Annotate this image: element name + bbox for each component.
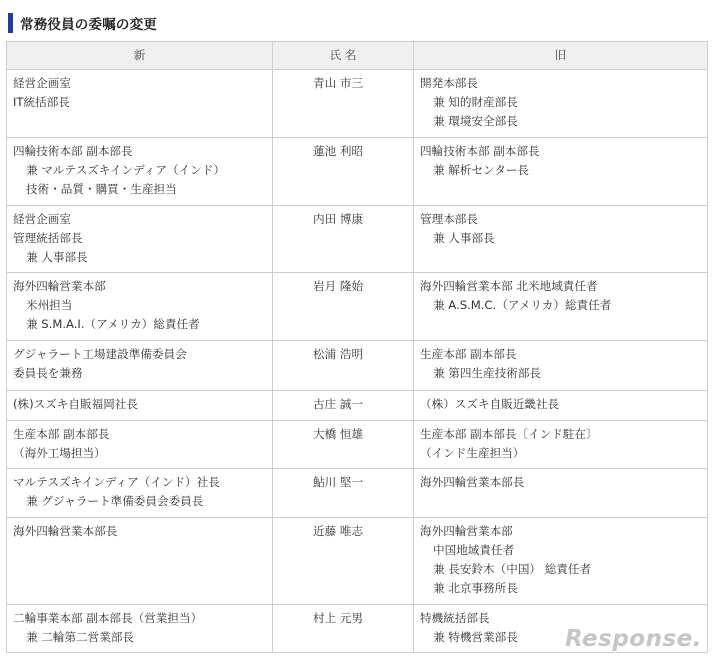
old-title-line: 兼 環境安全部長 xyxy=(433,114,518,128)
table-row xyxy=(7,341,708,391)
accent-bar xyxy=(8,13,13,33)
old-title-line: 生産本部 副本部長〔インド駐在〕 xyxy=(420,427,598,441)
old-title-line: 特機統括部長 xyxy=(420,611,490,625)
officer-name: 鮎川 堅一 xyxy=(273,469,414,518)
table-row xyxy=(7,391,708,421)
new-title-line: 技術・品質・購買・生産担当 xyxy=(26,182,177,196)
new-title-line: 二輪事業本部 副本部長（営業担当） xyxy=(13,611,203,625)
new-title-line: 海外四輪営業本部長 xyxy=(13,524,118,538)
new-title-cell xyxy=(7,469,273,518)
new-title-cell xyxy=(7,605,273,653)
old-title-line: 開発本部長 xyxy=(420,76,478,90)
new-title-cell xyxy=(7,273,273,341)
old-title-line: 兼 人事部長 xyxy=(433,231,495,245)
old-title-cell xyxy=(414,391,708,421)
officer-name: 近藤 唯志 xyxy=(273,518,414,605)
officer-name: 松浦 浩明 xyxy=(273,341,414,391)
officer-name: 大橋 恒雄 xyxy=(273,421,414,469)
old-title-line: 兼 第四生産技術部長 xyxy=(433,366,542,380)
old-title-line: 兼 特機営業部長 xyxy=(433,630,518,644)
new-title-line: (株)スズキ自販福岡社長 xyxy=(13,397,138,411)
old-title-cell xyxy=(414,206,708,273)
new-title-cell xyxy=(7,341,273,391)
column-header-old: 旧 xyxy=(414,42,708,70)
old-title-cell xyxy=(414,469,708,518)
old-title-line: 海外四輪営業本部 北米地域責任者 xyxy=(420,279,598,293)
old-title-line: 兼 A.S.M.C.（アメリカ）総責任者 xyxy=(433,298,612,312)
section-header xyxy=(8,12,157,34)
old-title-line: 四輪技術本部 副本部長 xyxy=(420,144,540,158)
officer-name: 内田 博康 xyxy=(273,206,414,273)
new-title-line: IT統括部長 xyxy=(13,95,70,109)
old-title-line: 海外四輪営業本部長 xyxy=(420,475,525,489)
old-title-cell xyxy=(414,273,708,341)
new-title-line: 経営企画室 xyxy=(13,212,71,226)
new-title-line: グジャラート工場建設準備委員会 xyxy=(13,347,187,361)
page-title: 常務役員の委嘱の変更 xyxy=(20,17,157,33)
new-title-cell xyxy=(7,138,273,206)
new-title-line: 米州担当 xyxy=(26,298,73,312)
old-title-line: 生産本部 副本部長 xyxy=(420,347,517,361)
old-title-line: 兼 解析センター長 xyxy=(433,163,529,177)
new-title-line: マルテスズキインディア（インド）社長 xyxy=(13,475,220,489)
new-title-line: 兼 二輪第二営業部長 xyxy=(26,630,135,644)
old-title-cell xyxy=(414,138,708,206)
table-header-row xyxy=(7,42,708,70)
new-title-cell xyxy=(7,70,273,138)
old-title-line: 海外四輪営業本部 xyxy=(420,524,513,538)
new-title-line: 経営企画室 xyxy=(13,76,71,90)
table-row xyxy=(7,421,708,469)
table-row xyxy=(7,206,708,273)
new-title-cell xyxy=(7,391,273,421)
new-title-line: 管理統括部長 xyxy=(13,231,83,245)
new-title-cell xyxy=(7,518,273,605)
column-header-name: 氏 名 xyxy=(273,42,414,70)
old-title-cell xyxy=(414,70,708,138)
new-title-line: 海外四輪営業本部 xyxy=(13,279,106,293)
table-row xyxy=(7,138,708,206)
old-title-cell xyxy=(414,518,708,605)
old-title-line: （インド生産担当） xyxy=(420,446,525,460)
new-title-line: 四輪技術本部 副本部長 xyxy=(13,144,133,158)
old-title-line: 管理本部長 xyxy=(420,212,478,226)
table-row xyxy=(7,469,708,518)
new-title-line: 兼 S.M.A.I.（アメリカ）総責任者 xyxy=(26,317,200,331)
officer-name: 岩月 隆始 xyxy=(273,273,414,341)
officer-name: 村上 元男 xyxy=(273,605,414,653)
table-row xyxy=(7,518,708,605)
new-title-cell xyxy=(7,421,273,469)
old-title-line: （株）スズキ自販近畿社長 xyxy=(420,397,560,411)
table-row xyxy=(7,273,708,341)
old-title-line: 兼 長安鈴木（中国） 総責任者 xyxy=(433,562,592,576)
response-logo: Response. xyxy=(564,626,702,652)
new-title-line: 兼 マルテスズキインディア（インド） xyxy=(26,163,225,177)
column-header-new: 新 xyxy=(7,42,273,70)
new-title-cell xyxy=(7,206,273,273)
new-title-line: 生産本部 副本部長 xyxy=(13,427,110,441)
officer-name: 蓮池 利昭 xyxy=(273,138,414,206)
new-title-line: 委員長を兼務 xyxy=(13,366,83,380)
new-title-line: 兼 人事部長 xyxy=(26,250,88,264)
officer-name: 古庄 誠一 xyxy=(273,391,414,421)
old-title-line: 中国地域責任者 xyxy=(433,543,515,557)
old-title-cell xyxy=(414,421,708,469)
new-title-line: 兼 グジャラート準備委員会委員長 xyxy=(26,494,204,508)
new-title-line: （海外工場担当） xyxy=(13,446,106,460)
old-title-line: 兼 北京事務所長 xyxy=(433,581,518,595)
officer-table xyxy=(6,41,708,653)
old-title-cell xyxy=(414,341,708,391)
table-row xyxy=(7,70,708,138)
old-title-line: 兼 知的財産部長 xyxy=(433,95,518,109)
officer-name: 青山 市三 xyxy=(273,70,414,138)
